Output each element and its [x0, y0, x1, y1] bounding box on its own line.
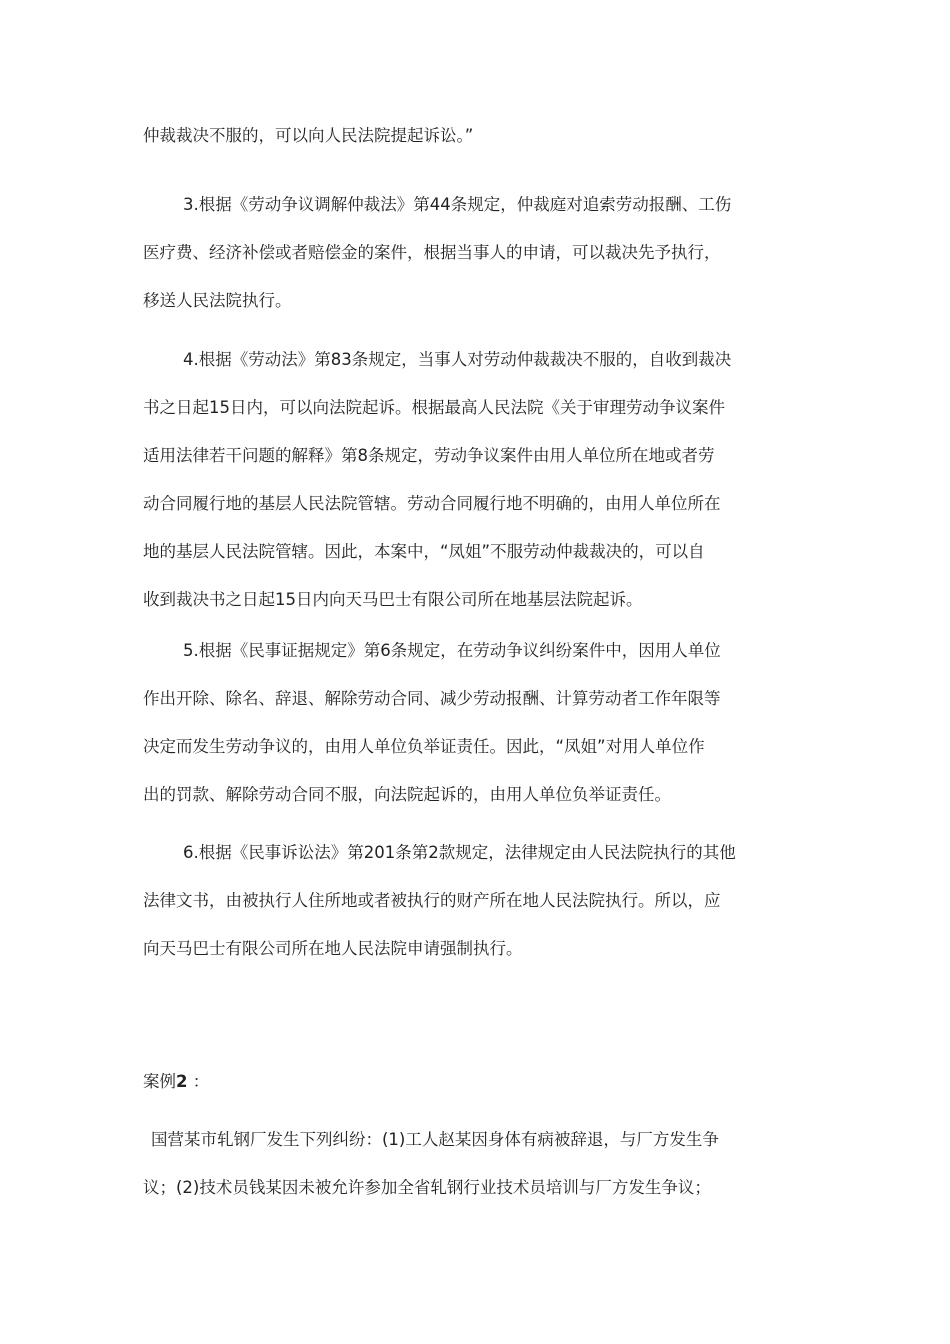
- text-line: 4.根据《劳动法》第83条规定，当事人对劳动仲裁裁决不服的，自收到裁决: [183, 350, 732, 369]
- text-line: 适用法律若干问题的解释》第8条规定，劳动争议案件由用人单位所在地或者劳: [143, 446, 715, 465]
- paragraph-point-3: [143, 181, 813, 325]
- case-number: 2: [176, 1072, 188, 1091]
- text-line: 动合同履行地的基层人民法院管辖。劳动合同履行地不明确的，由用人单位所在: [143, 494, 721, 513]
- text-line: 仲裁裁决不服的，可以向人民法院提起诉讼。”: [143, 126, 474, 145]
- text-line: 医疗费、经济补偿或者赔偿金的案件，根据当事人的申请，可以裁决先予执行，: [143, 243, 721, 262]
- text-line: 出的罚款、解除劳动合同不服，向法院起诉的，由用人单位负举证责任。: [143, 785, 671, 804]
- paragraph-point-6: [143, 829, 813, 973]
- paragraph-point-5: [143, 627, 813, 819]
- paragraph-point-4: [143, 336, 813, 624]
- case-suffix: ：: [187, 1072, 210, 1091]
- text-line: 作出开除、除名、辞退、解除劳动合同、减少劳动报酬、计算劳动者工作年限等: [143, 689, 721, 708]
- paragraph-case-2: [143, 1116, 813, 1212]
- text-line: 向天马巴士有限公司所在地人民法院申请强制执行。: [143, 939, 523, 958]
- case-label: 案例: [143, 1072, 176, 1091]
- text-line: 决定而发生劳动争议的，由用人单位负举证责任。因此，“凤姐”对用人单位作: [143, 737, 705, 756]
- text-line: 地的基层人民法院管辖。因此，本案中，“凤姐”不服劳动仲裁裁决的，可以自: [143, 542, 705, 561]
- text-line: 国营某市轧钢厂发生下列纠纷：(1)工人赵某因身体有病被辞退，与厂方发生争: [151, 1130, 719, 1149]
- text-line: 5.根据《民事证据规定》第6条规定，在劳动争议纠纷案件中，因用人单位: [183, 641, 721, 660]
- text-line: 法律文书，由被执行人住所地或者被执行的财产所在地人民法院执行。所以，应: [143, 891, 721, 910]
- text-line: 收到裁决书之日起15日内向天马巴士有限公司所在地基层法院起诉。: [143, 590, 643, 609]
- case-heading: [143, 1058, 813, 1106]
- paragraph-continuation: [143, 112, 813, 160]
- text-line: 3.根据《劳动争议调解仲裁法》第44条规定，仲裁庭对追索劳动报酬、工伤: [183, 195, 732, 214]
- text-line: 6.根据《民事诉讼法》第201条第2款规定，法律规定由人民法院执行的其他: [183, 843, 736, 862]
- text-line: 移送人民法院执行。: [143, 291, 292, 310]
- text-line: 书之日起15日内，可以向法院起诉。根据最高人民法院《关于审理劳动争议案件: [143, 398, 725, 417]
- text-line: 议；(2)技术员钱某因未被允许参加全省轧钢行业技术员培训与厂方发生争议；: [143, 1178, 711, 1197]
